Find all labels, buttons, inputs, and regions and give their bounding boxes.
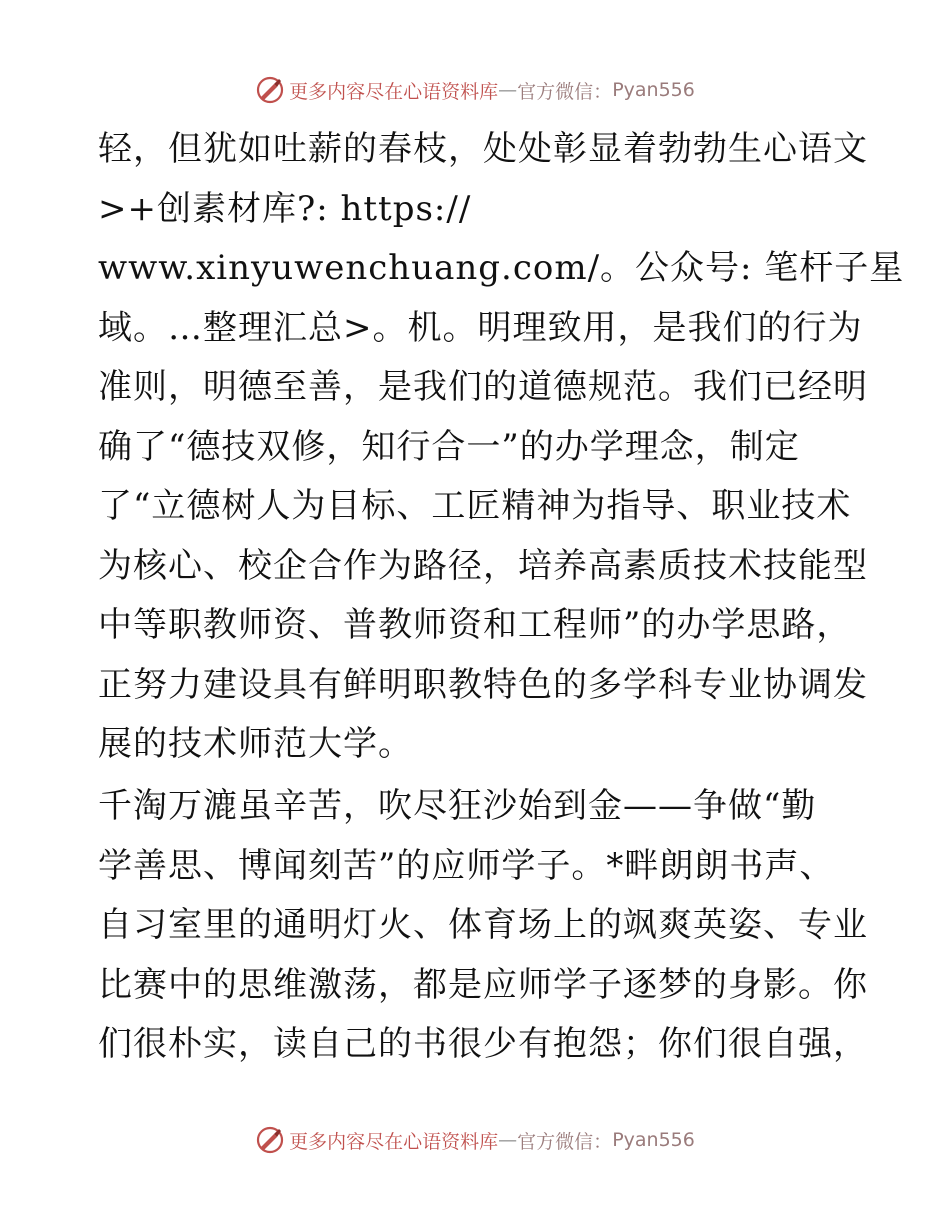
banner-separator: — [498, 1129, 518, 1151]
pen-logo-icon [255, 1125, 285, 1155]
text-line: www.xinyuwenchuang.com/。公众号: 笔杆子星 [98, 248, 905, 288]
page-header-banner [0, 72, 950, 108]
banner-wechat-label: 官方微信： [517, 80, 613, 103]
banner-main-text: 更多内容尽在心语资料库 [289, 1130, 499, 1153]
banner-wechat-id: Pyan556 [612, 79, 695, 101]
text-line: 确了“德技双修，知行合一”的办学理念，制定 [98, 426, 800, 467]
text-line: 轻，但犹如吐薪的春枝，处处彰显着勃勃生心语文 [98, 129, 868, 169]
pen-logo-icon [255, 75, 285, 105]
text-line: 准则，明德至善，是我们的道德规范。我们已经明 [98, 367, 868, 407]
text-line: 中等职教师资、普教师资和工程师”的办学思路， [98, 605, 852, 645]
text-line: 为核心、校企合作为路径，培养高素质技术技能型 [98, 545, 868, 586]
banner-main-text: 更多内容尽在心语资料库 [289, 80, 499, 103]
page-footer-banner [0, 1122, 950, 1158]
text-line: 们很朴实，读自己的书很少有抱怨；你们很自强， [98, 1024, 868, 1064]
text-line: 自习室里的通明灯火、体育场上的飒爽英姿、专业 [98, 905, 868, 945]
text-line: 学善思、博闻刻苦”的应师学子。*畔朗朗书声、 [98, 845, 835, 886]
text-line: 比赛中的思维激荡，都是应师学子逐梦的身影。你 [98, 964, 868, 1005]
banner-wechat-id: Pyan556 [612, 1129, 695, 1151]
text-line: 域。…整理汇总>。机。明理致用，是我们的行为 [98, 307, 863, 348]
text-line: >+创素材库?: https:// [98, 188, 472, 229]
text-line: 了“立德树人为目标、工匠精神为指导、职业技术 [98, 486, 852, 526]
text-line: 正努力建设具有鲜明职教特色的多学科专业协调发 [98, 664, 868, 705]
text-line: 千淘万漉虽辛苦，吹尽狂沙始到金——争做“勤 [98, 786, 817, 826]
banner-wechat-label: 官方微信： [517, 1130, 613, 1153]
document-body [98, 126, 905, 1081]
text-line: 展的技术师范大学。 [98, 724, 413, 764]
banner-separator: — [498, 79, 518, 101]
